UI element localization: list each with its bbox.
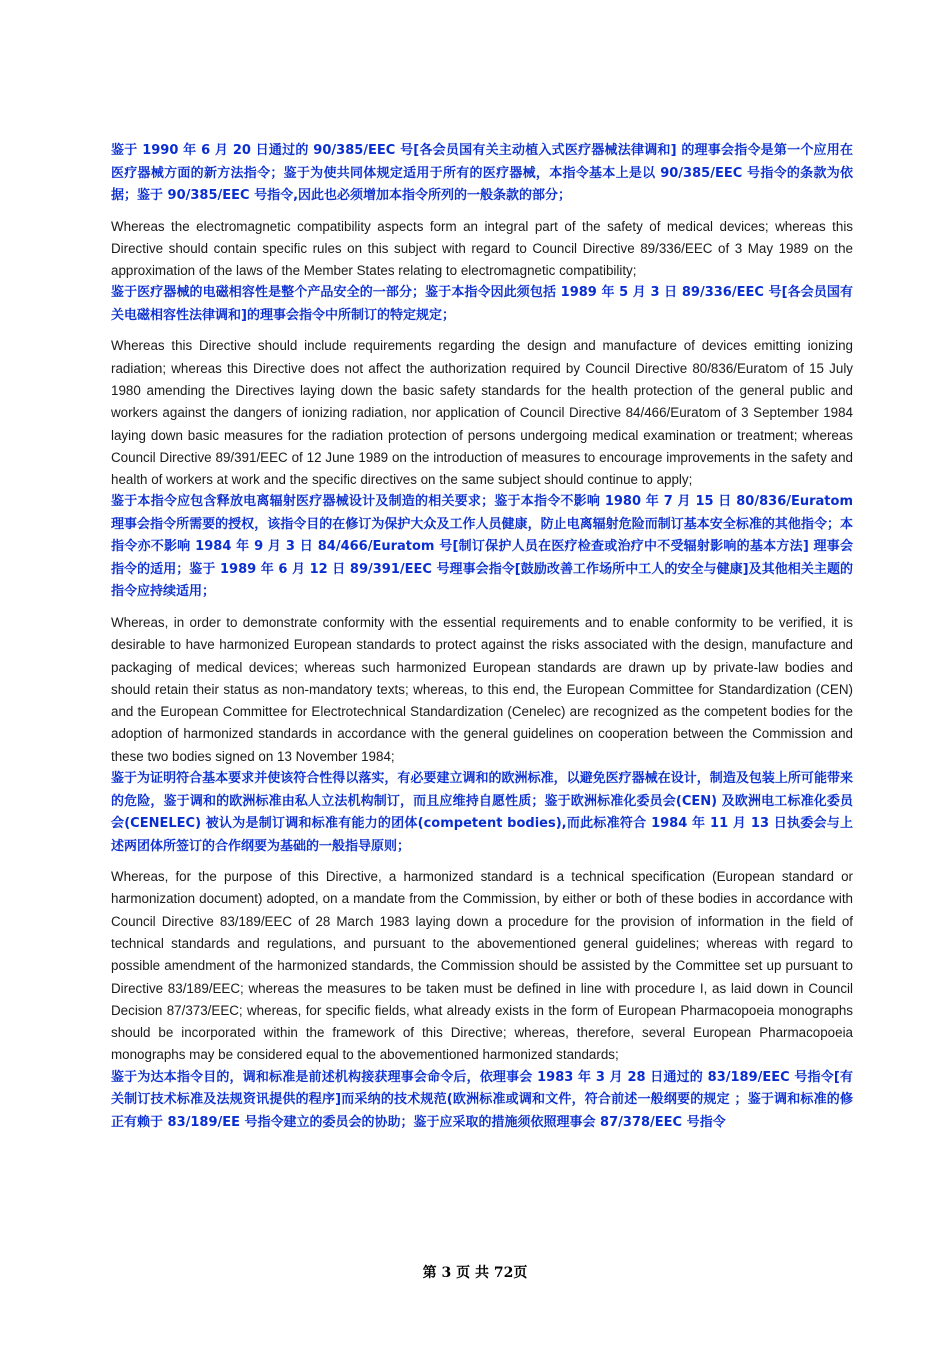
paragraph-zh-5: 鉴于为达本指令目的，调和标准是前述机构接获理事会命令后，依理事会 1983 年 3 月 28 日通过的 83/189/EEC 号指令[有关制订技术标准及法规资讯提供的程序]而采纳的技术规范(欧洲标准或调和文件，符合前述一般纲要的规定 ；鉴于调和标准的修正有赖于 83/189/EE 号指令建立的委员会的协助；鉴于应采取的措施须依照理事会 87/378/EEC 号指令 [111, 1069, 853, 1130]
paragraph-en-3: Whereas, in order to demonstrate conformity with the essential requirements and to enable conformity to be verified, it is desirable to have harmonized European standards to protect against the risks associated with the design, manufacture and packaging of medical devices; whereas such harmonized European standards are drawn up by private-law bodies and should retain their status as non-mandatory texts; whereas, to this end, the European Committee for Standardization (CEN) and the European Committee for Electrotechnical Standardization (Cenelec) are recognized as the competent bodies for the adoption of harmonized standards in accordance with the general guidelines on cooperation between the Commission and these two bodies signed on 13 November 1984; [111, 614, 853, 764]
paragraph-zh-4: 鉴于为证明符合基本要求并使该符合性得以落实，有必要建立调和的欧洲标准，以避免医疗器械在设计，制造及包装上所可能带来的危险，鉴于调和的欧洲标准由私人立法机构制订，而且应维持自愿性质；鉴于欧洲标准化委员会(CEN) 及欧洲电工标准化委员会(CENELEC) 被认为是制订调和标准有能力的团体(competent bodies),而此标准符合 1984 年 11 月 13 日执委会与上述两团体所签订的合作纲要为基础的一般指导原则； [111, 771, 853, 854]
paragraph-zh-1: 鉴于 1990 年 6 月 20 日通过的 90/385/EEC 号[各会员国有关主动植入式医疗器械法律调和] 的理事会指令是第一个应用在医疗器械方面的新方法指令；鉴于为使共同体规定适用于所有的医疗器械，本指令基本上是以 90/385/EEC 号指令的条款为依据；鉴于 90/385/EEC 号指令,因此也必须增加本指令所列的一般条款的部分； [111, 143, 853, 203]
page-number-footer: 第 3 页 共 72页 [422, 1265, 528, 1281]
paragraph-en-4: Whereas, for the purpose of this Directive, a harmonized standard is a technical specification (European standard or harmonization document) adopted, on a mandate from the Commission, by either or both of these bodies in accordance with Council Directive 83/189/EEC of 28 March 1983 laying down a procedure for the provision of information in the field of technical standards and regulations, and pursuant to the abovementioned general guidelines; whereas with regard to possible amendment of the harmonized standards, the Commission should be assisted by the Committee set up pursuant to Directive 83/189/EEC; whereas the measures to be taken must be defined in line with procedure I, as laid down in Council Decision 87/373/EEC; whereas, for specific fields, what already exists in the form of European Pharmacopoeia monographs should be incorporated within the framework of this Directive; whereas, therefore, several European Pharmacopoeia monographs may be considered equal to the abovementioned harmonized standards; [111, 869, 853, 1063]
document-body [111, 140, 853, 1134]
paragraph-en-1: Whereas the electromagnetic compatibility aspects form an integral part of the safety of medical devices; whereas this Directive should contain specific rules on this subject with regard to Council Directive 89/336/EEC of 3 May 1989 on the approximation of the laws of the Member States relating to electromagnetic compatibility; [111, 218, 853, 279]
paragraph-zh-3: 鉴于本指令应包含释放电离辐射医疗器械设计及制造的相关要求；鉴于本指令不影响 1980 年 7 月 15 日 80/836/Euratom 理事会指令所需要的授权，该指令目的在修订为保护大众及工作人员健康，防止电离辐射危险而制订基本安全标准的其他指令；本指令亦不影响 1984 年 9 月 3 日 84/466/Euratom 号[制订保护人员在医疗检查或治疗中不受辐射影响的基本方法] 理事会指令的适用；鉴于 1989 年 6 月 12 日 89/391/EEC 号理事会指令[鼓励改善工作场所中工人的安全与健康]及其他相关主题的指令应持续适用； [111, 494, 853, 600]
paragraph-en-2: Whereas this Directive should include requirements regarding the design and manufacture of devices emitting ionizing radiation; whereas this Directive does not affect the authorization required by Council Directive 80/836/Euratom of 15 July 1980 amending the Directives laying down the basic safety standards for the health protection of the general public and workers against the dangers of ionizing radiation, nor application of Council Directive 84/466/Euratom of 3 September 1984 laying down basic measures for the radiation protection of persons undergoing medical examination or treatment; whereas Council Directive 89/391/EEC of 12 June 1989 on the introduction of measures to encourage improvements in the safety and health of workers at work and the specific directives on the same subject should continue to apply; [111, 338, 853, 488]
paragraph-zh-2: 鉴于医疗器械的电磁相容性是整个产品安全的一部分；鉴于本指令因此须包括 1989 年 5 月 3 日 89/336/EEC 号[各会员国有关电磁相容性法律调和]的理事会指令中所制订的特定规定； [111, 285, 853, 323]
